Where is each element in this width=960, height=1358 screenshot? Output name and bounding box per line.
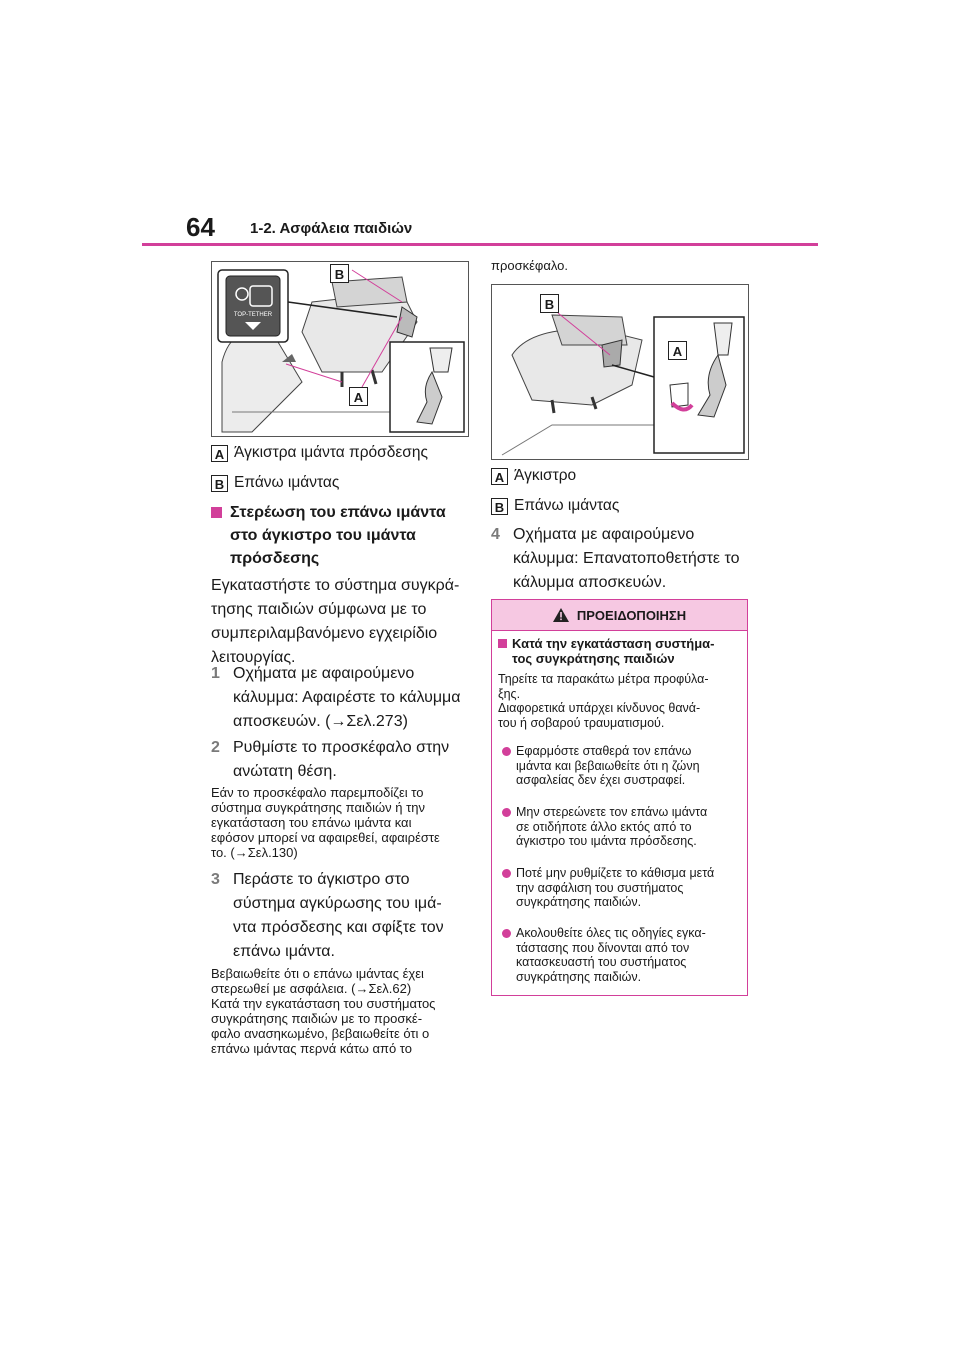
note-line: εφόσον μπορεί να αφαιρεθεί, αφαιρέστε: [211, 830, 440, 845]
step-line: επάνω ιμάντα.: [233, 943, 335, 960]
step-number: 1: [211, 665, 220, 682]
figure-callout-b: B: [330, 264, 349, 283]
step-line: Οχήματα με αφαιρούμενο: [233, 665, 415, 682]
header-rule: [142, 243, 818, 246]
step-line: ντα πρόσδεσης και σφίξτε τον: [233, 919, 444, 936]
legend-text-a: Άγκιστρα ιμάντα πρόσδεσης: [234, 444, 428, 461]
heading-line: στο άγκιστρο του ιμάντα: [230, 527, 416, 544]
warning-bullet-line: κατασκευαστή του συστήματος: [516, 955, 687, 969]
warning-bullet-line: την ασφάλιση του συστήματος: [516, 880, 684, 895]
step-3: [211, 868, 444, 964]
intro-line: Εγκαταστήστε το σύστημα συγκρά-: [211, 577, 460, 594]
legend-2-tag-a: A: [491, 468, 508, 485]
legend-2-text-a: Άγκιστρο: [514, 467, 577, 484]
warning-triangle-icon: [553, 608, 569, 622]
legend-2-item-b: [491, 497, 619, 515]
warning-intro-line: ξης.: [498, 686, 521, 701]
intro-line: λειτουργίας.: [211, 649, 296, 666]
figure-2-callout-b: B: [540, 294, 559, 313]
step-line: σύστημα αγκύρωσης του ιμά-: [233, 895, 442, 912]
warning-bullet: [502, 744, 700, 788]
step-1: [211, 662, 461, 734]
warning-bullet-line: ασφαλείας δεν έχει συστραφεί.: [516, 773, 686, 787]
warning-bullet-line: άγκιστρο του ιμάντα πρόσδεσης.: [516, 834, 697, 848]
warning-bullet-line: τάστασης που δίνονται από τον: [516, 940, 690, 955]
step-line: Περάστε το άγκιστρο στο: [233, 871, 410, 888]
legend-item-b: [211, 474, 339, 492]
warning-intro-line: Τηρείτε τα παρακάτω μέτρα προφύλα-: [498, 672, 709, 686]
warning-intro-line: Διαφορετικά υπάρχει κίνδυνος θανά-: [498, 701, 701, 715]
step-line: κάλυμμα αποσκευών.: [513, 574, 667, 591]
top-tether-badge: TOP-TETHER: [233, 312, 273, 318]
warning-bullet-line: ιμάντα και βεβαιωθείτε ότι η ζώνη: [516, 758, 700, 773]
step-4: [491, 523, 739, 595]
warning-title: ΠΡΟΕΙΔΟΠΟΙΗΣΗ: [576, 607, 687, 623]
legend-2-item-a: [491, 467, 576, 485]
legend-tag-b: B: [211, 475, 228, 492]
intro-line: συμπεριλαμβανόμενο εγχειρίδιο: [211, 625, 438, 642]
warning-box: [491, 599, 748, 996]
step-number: 3: [211, 871, 220, 888]
figure-callout-a: A: [349, 387, 368, 406]
note-line: σύστημα συγκράτησης παιδιών ή την: [211, 800, 425, 815]
warning-bullet: [502, 866, 714, 910]
step-2-note: [211, 785, 481, 860]
step-number: 4: [491, 526, 500, 543]
note-line: επάνω ιμάντας περνά κάτω από το: [211, 1041, 412, 1056]
step-3-note: [211, 966, 481, 1056]
legend-2-tag-b: B: [491, 498, 508, 515]
bullet-dot-icon: [502, 808, 511, 817]
bullet-dot-icon: [502, 747, 511, 756]
heading-line: Στερέωση του επάνω ιμάντα: [230, 504, 446, 521]
heading-line: πρόσδεσης: [230, 550, 320, 567]
warning-bullet-line: Ακολουθείτε όλες τις οδηγίες εγκα-: [516, 926, 706, 940]
heading-square-icon: [211, 507, 222, 518]
warning-bullet-line: συγκράτησης παιδιών.: [516, 895, 642, 909]
step-line: αποσκευών. (→Σελ.273): [233, 713, 408, 730]
warning-bullet-line: Ποτέ μην ρυθμίζετε το κάθισμα μετά: [516, 866, 715, 880]
warning-header: [492, 600, 747, 631]
note-line: το. (→Σελ.130): [211, 845, 298, 860]
warning-bullet-line: σε οτιδήποτε άλλο εκτός από το: [516, 819, 692, 834]
step-2: [211, 736, 449, 784]
legend-2-text-b: Επάνω ιμάντας: [514, 497, 620, 514]
warning-bullet-line: Μην στερεώνετε τον επάνω ιμάντα: [516, 805, 708, 819]
figure-anchor-overview: [211, 261, 469, 437]
legend-tag-a: A: [211, 445, 228, 462]
intro-paragraph: [211, 574, 481, 670]
warning-bullet: [502, 805, 707, 849]
figure-hook-detail: [491, 284, 749, 460]
figure-2-callout-a: A: [668, 341, 687, 360]
legend-item-a: [211, 444, 428, 462]
bullet-dot-icon: [502, 869, 511, 878]
warning-heading: [498, 636, 743, 666]
step-number: 2: [211, 739, 220, 756]
bullet-dot-icon: [502, 929, 511, 938]
step-line: Οχήματα με αφαιρούμενο: [513, 526, 695, 543]
intro-line: τησης παιδιών σύμφωνα με το: [211, 601, 427, 618]
warning-intro-line: του ή σοβαρού τραυματισμού.: [498, 715, 665, 730]
section-title: 1-2. Ασφάλεια παιδιών: [250, 220, 413, 237]
warning-heading-line: τος συγκράτησης παιδιών: [512, 651, 675, 666]
continuation-text: προσκέφαλο.: [491, 258, 569, 273]
warning-intro: [498, 672, 743, 730]
step-line: κάλυμμα: Επανατοποθετήστε το: [513, 550, 740, 567]
step-line: Ρυθμίστε το προσκέφαλο στην: [233, 739, 450, 756]
page-number: 64: [186, 212, 215, 242]
note-line: συγκράτησης παιδιών με το προσκέ-: [211, 1011, 423, 1026]
warning-bullet-line: συγκράτησης παιδιών.: [516, 969, 642, 984]
warning-heading-line: Κατά την εγκατάσταση συστήμα-: [512, 636, 715, 651]
step-line: ανώτατη θέση.: [233, 763, 337, 780]
step-line: κάλυμμα: Αφαιρέστε το κάλυμμα: [233, 689, 461, 706]
note-line: εγκατάσταση του επάνω ιμάντα και: [211, 815, 412, 830]
legend-text-b: Επάνω ιμάντας: [234, 474, 340, 491]
note-line: στερεωθεί με ασφάλεια. (→Σελ.62): [211, 981, 412, 996]
warning-square-icon: [498, 639, 507, 648]
note-line: φαλο ανασηκωμένο, βεβαιωθείτε ότι ο: [211, 1026, 430, 1041]
section-heading: [211, 501, 471, 570]
warning-bullet-line: Εφαρμόστε σταθερά τον επάνω: [516, 744, 692, 758]
note-line: Κατά την εγκατάσταση του συστήματος: [211, 996, 436, 1011]
note-line: Βεβαιωθείτε ότι ο επάνω ιμάντας έχει: [211, 966, 424, 981]
warning-bullet: [502, 926, 706, 984]
note-line: Εάν το προσκέφαλο παρεμποδίζει το: [211, 785, 424, 800]
